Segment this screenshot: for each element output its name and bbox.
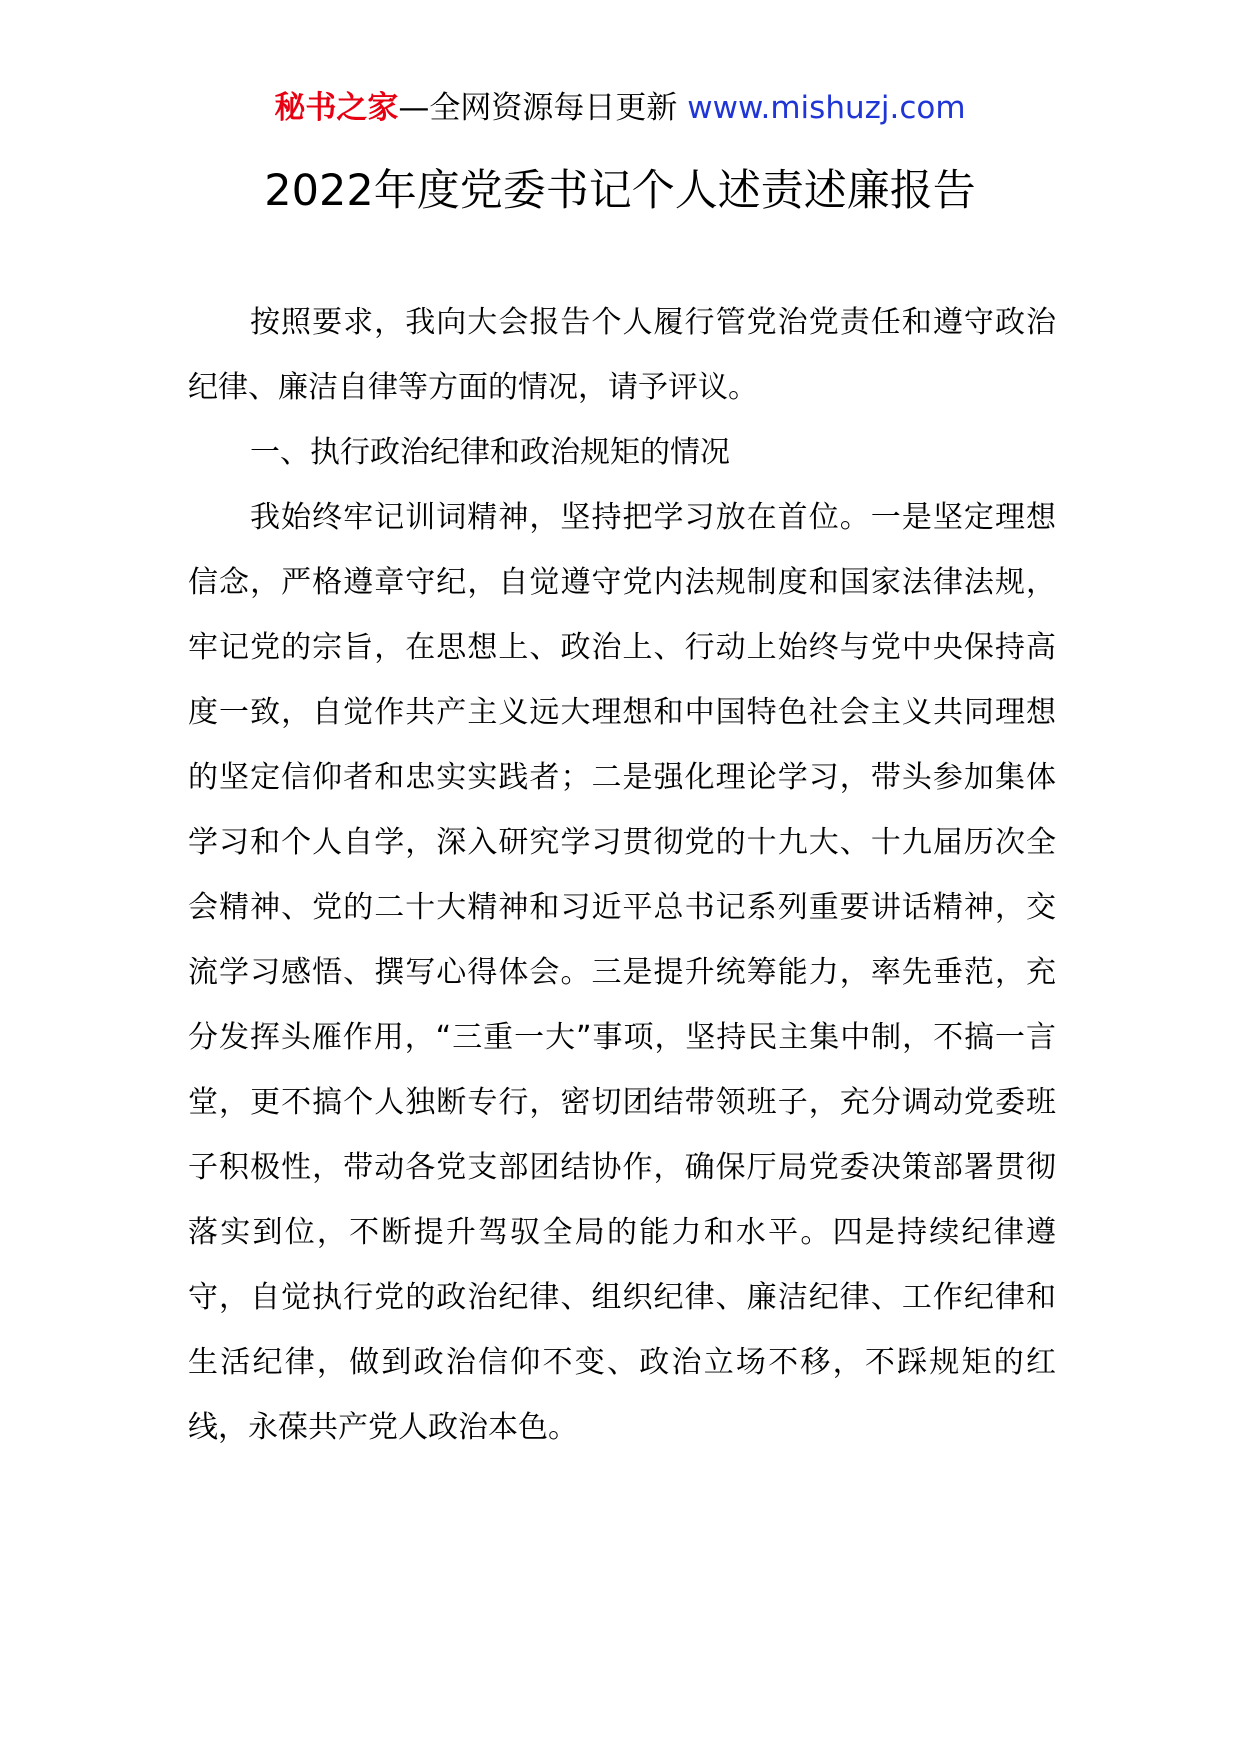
site-header <box>0 88 1240 128</box>
section-heading: 一、执行政治纪律和政治规矩的情况 <box>250 435 730 470</box>
document-title: 2022年度党委书记个人述责述廉报告 <box>264 166 976 216</box>
site-url-link[interactable]: www.mishuzj.com <box>687 90 966 126</box>
document-body <box>188 290 1056 1460</box>
site-tagline: —全网资源每日更新 <box>398 90 688 126</box>
intro-paragraph: 按照要求，我向大会报告个人履行管党治党责任和遵守政治纪律、廉洁自律等方面的情况，请予评议。 <box>188 305 1056 405</box>
site-brand: 秘书之家 <box>274 90 399 126</box>
body-paragraph: 我始终牢记训词精神，坚持把学习放在首位。一是坚定理想信念，严格遵章守纪，自觉遵守党内法规制度和国家法律法规，牢记党的宗旨，在思想上、政治上、行动上始终与党中央保持高度一致，自觉作共产主义远大理想和中国特色社会主义共同理想的坚定信仰者和忠实实践者；二是强化理论学习，带头参加集体学习和个人自学，深入研究学习贯彻党的十九大、十九届历次全会精神、党的二十大精神和习近平总书记系列重要讲话精神，交流学习感悟、撰写心得体会。三是提升统筹能力，率先垂范，充分发挥头雁作用，“三重一大”事项，坚持民主集中制，不搞一言堂，更不搞个人独断专行，密切团结带领班子，充分调动党委班子积极性，带动各党支部团结协作，确保厅局党委决策部署贯彻落实到位，不断提升驾驭全局的能力和水平。四是持续纪律遵守，自觉执行党的政治纪律、组织纪律、廉洁纪律、工作纪律和生活纪律，做到政治信仰不变、政治立场不移，不踩规矩的红线，永葆共产党人政治本色。 <box>188 500 1056 1445</box>
